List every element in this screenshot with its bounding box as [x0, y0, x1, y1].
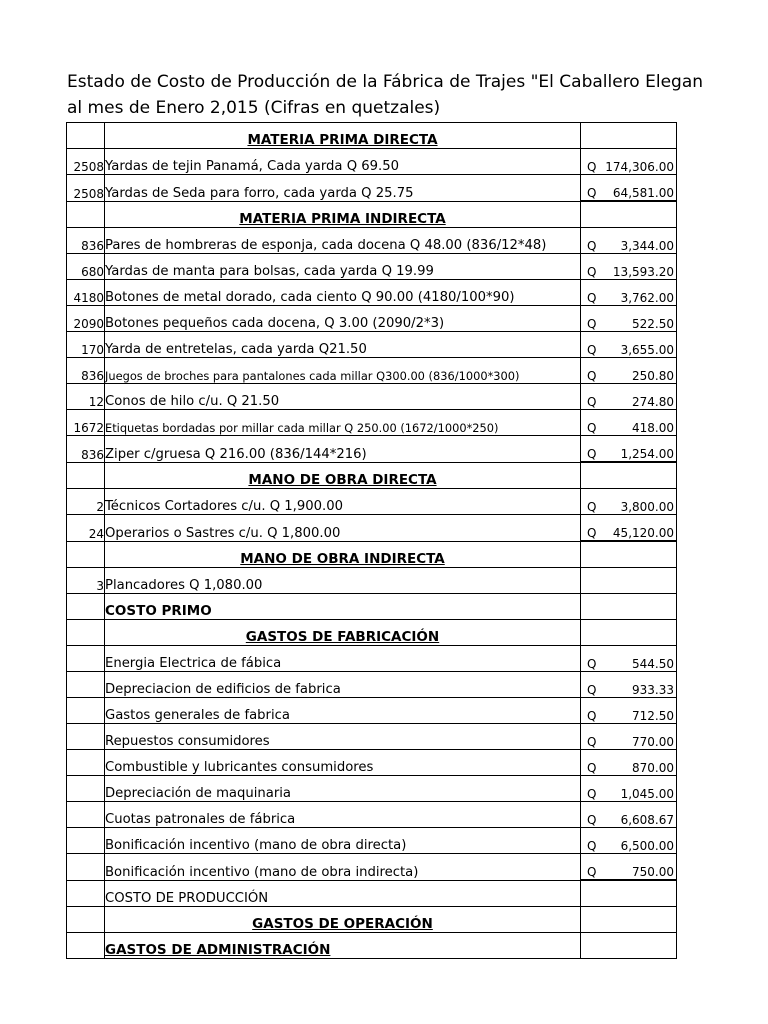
quantity-cell: 2090 — [67, 306, 105, 332]
description-cell: Combustible y lubricantes consumidores — [105, 750, 581, 776]
description-cell: Depreciación de maquinaria — [105, 776, 581, 802]
amount-cell — [581, 750, 677, 776]
quantity-cell — [67, 907, 105, 933]
amount-value: 3,344.00 — [620, 239, 674, 253]
quantity-cell — [67, 541, 105, 568]
description-cell: Juegos de broches para pantalones cada millar Q300.00 (836/1000*300) — [105, 358, 581, 384]
amount-value: 544.50 — [632, 657, 674, 671]
table-row — [67, 568, 677, 594]
quantity-cell — [67, 724, 105, 750]
description-cell: Yardas de manta para bolsas, cada yarda Q 19.99 — [105, 254, 581, 280]
description-cell: Técnicos Cortadores c/u. Q 1,900.00 — [105, 489, 581, 515]
amount-cell — [581, 489, 677, 515]
description-cell: COSTO DE PRODUCCIÓN — [105, 880, 581, 907]
description-cell: Bonificación incentivo (mano de obra directa) — [105, 828, 581, 854]
table-row — [67, 541, 677, 568]
amount-value: 870.00 — [632, 761, 674, 775]
currency-symbol: Q — [587, 421, 597, 435]
quantity-cell: 24 — [67, 515, 105, 542]
quantity-cell: 836 — [67, 228, 105, 254]
table-row — [67, 123, 677, 149]
description-cell: Plancadores Q 1,080.00 — [105, 568, 581, 594]
amount-cell — [581, 201, 677, 228]
amount-cell — [581, 724, 677, 750]
currency-symbol: Q — [587, 526, 597, 540]
description-cell: GASTOS DE ADMINISTRACIÓN — [105, 933, 581, 959]
quantity-cell — [67, 201, 105, 228]
currency-symbol: Q — [587, 343, 597, 357]
amount-value: 3,800.00 — [620, 500, 674, 514]
amount-cell — [581, 620, 677, 646]
table-row — [67, 332, 677, 358]
table-row — [67, 436, 677, 463]
table-row — [67, 489, 677, 515]
amount-cell — [581, 515, 677, 542]
amount-cell — [581, 568, 677, 594]
currency-symbol: Q — [587, 761, 597, 775]
amount-cell — [581, 541, 677, 568]
quantity-cell — [67, 672, 105, 698]
description-cell: Operarios o Sastres c/u. Q 1,800.00 — [105, 515, 581, 542]
table-row — [67, 802, 677, 828]
amount-cell — [581, 306, 677, 332]
amount-value: 712.50 — [632, 709, 674, 723]
amount-cell — [581, 149, 677, 175]
amount-cell — [581, 175, 677, 202]
amount-cell — [581, 672, 677, 698]
amount-value: 418.00 — [632, 421, 674, 435]
currency-symbol: Q — [587, 239, 597, 253]
quantity-cell: 2 — [67, 489, 105, 515]
table-row — [67, 620, 677, 646]
table-row — [67, 462, 677, 489]
amount-cell — [581, 462, 677, 489]
description-cell: Yarda de entretelas, cada yarda Q21.50 — [105, 332, 581, 358]
description-cell: Cuotas patronales de fábrica — [105, 802, 581, 828]
amount-value: 3,655.00 — [620, 343, 674, 357]
description-cell: Depreciacion de edificios de fabrica — [105, 672, 581, 698]
section-heading: MATERIA PRIMA INDIRECTA — [105, 201, 581, 228]
quantity-cell: 3 — [67, 568, 105, 594]
currency-symbol: Q — [587, 683, 597, 697]
table-row — [67, 358, 677, 384]
amount-cell — [581, 254, 677, 280]
description-cell: Yardas de Seda para forro, cada yarda Q 25.75 — [105, 175, 581, 202]
currency-symbol: Q — [587, 839, 597, 853]
description-cell: Pares de hombreras de esponja, cada docena Q 48.00 (836/12*48) — [105, 228, 581, 254]
amount-value: 13,593.20 — [612, 265, 674, 279]
amount-cell — [581, 436, 677, 463]
table-row — [67, 280, 677, 306]
amount-cell — [581, 854, 677, 881]
table-row — [67, 933, 677, 959]
document-title: Estado de Costo de Producción de la Fábrica de Trajes "El Caballero Elegan — [67, 72, 704, 92]
quantity-cell — [67, 698, 105, 724]
quantity-cell: 836 — [67, 436, 105, 463]
amount-value: 174,306.00 — [605, 160, 674, 174]
quantity-cell — [67, 802, 105, 828]
section-heading: GASTOS DE FABRICACIÓN — [105, 620, 581, 646]
amount-value: 250.80 — [632, 369, 674, 383]
amount-value: 3,762.00 — [620, 291, 674, 305]
table-row — [67, 724, 677, 750]
quantity-cell — [67, 750, 105, 776]
description-cell: Yardas de tejin Panamá, Cada yarda Q 69.50 — [105, 149, 581, 175]
quantity-cell: 12 — [67, 384, 105, 410]
table-row — [67, 776, 677, 802]
amount-value: 750.00 — [632, 865, 674, 879]
quantity-cell — [67, 462, 105, 489]
quantity-cell — [67, 594, 105, 620]
amount-value: 6,608.67 — [620, 813, 674, 827]
amount-cell — [581, 907, 677, 933]
amount-cell — [581, 828, 677, 854]
table-row — [67, 515, 677, 542]
quantity-cell: 4180 — [67, 280, 105, 306]
description-cell: Botones pequeños cada docena, Q 3.00 (2090/2*3) — [105, 306, 581, 332]
currency-symbol: Q — [587, 317, 597, 331]
section-heading: MANO DE OBRA DIRECTA — [105, 462, 581, 489]
currency-symbol: Q — [587, 447, 597, 461]
table-row — [67, 201, 677, 228]
quantity-cell — [67, 776, 105, 802]
currency-symbol: Q — [587, 787, 597, 801]
table-row — [67, 672, 677, 698]
description-cell: Gastos generales de fabrica — [105, 698, 581, 724]
currency-symbol: Q — [587, 265, 597, 279]
currency-symbol: Q — [587, 813, 597, 827]
description-cell: Botones de metal dorado, cada ciento Q 90.00 (4180/100*90) — [105, 280, 581, 306]
table-row — [67, 254, 677, 280]
document-subtitle: al mes de Enero 2,015 (Cifras en quetzales) — [67, 98, 441, 118]
amount-cell — [581, 802, 677, 828]
amount-cell — [581, 646, 677, 672]
table-row — [67, 880, 677, 907]
currency-symbol: Q — [587, 657, 597, 671]
currency-symbol: Q — [587, 865, 597, 879]
currency-symbol: Q — [587, 395, 597, 409]
amount-cell — [581, 332, 677, 358]
quantity-cell: 1672 — [67, 410, 105, 436]
table-row — [67, 149, 677, 175]
quantity-cell — [67, 828, 105, 854]
quantity-cell: 2508 — [67, 175, 105, 202]
amount-value: 274.80 — [632, 395, 674, 409]
amount-value: 522.50 — [632, 317, 674, 331]
description-cell: Ziper c/gruesa Q 216.00 (836/144*216) — [105, 436, 581, 463]
amount-cell — [581, 698, 677, 724]
amount-cell — [581, 880, 677, 907]
currency-symbol: Q — [587, 291, 597, 305]
description-cell: Conos de hilo c/u. Q 21.50 — [105, 384, 581, 410]
amount-cell — [581, 123, 677, 149]
amount-value: 770.00 — [632, 735, 674, 749]
description-cell: Bonificación incentivo (mano de obra indirecta) — [105, 854, 581, 881]
table-row — [67, 228, 677, 254]
amount-value: 1,045.00 — [620, 787, 674, 801]
quantity-cell: 170 — [67, 332, 105, 358]
amount-cell — [581, 776, 677, 802]
table-row — [67, 175, 677, 202]
quantity-cell — [67, 620, 105, 646]
quantity-cell — [67, 646, 105, 672]
amount-cell — [581, 384, 677, 410]
quantity-cell — [67, 880, 105, 907]
amount-value: 64,581.00 — [612, 186, 674, 200]
currency-symbol: Q — [587, 735, 597, 749]
description-cell: COSTO PRIMO — [105, 594, 581, 620]
quantity-cell — [67, 854, 105, 881]
cost-statement-table — [66, 122, 677, 959]
table-row — [67, 698, 677, 724]
currency-symbol: Q — [587, 160, 597, 174]
currency-symbol: Q — [587, 369, 597, 383]
description-cell: Etiquetas bordadas por millar cada millar Q 250.00 (1672/1000*250) — [105, 410, 581, 436]
section-heading: MATERIA PRIMA DIRECTA — [105, 123, 581, 149]
description-cell: Repuestos consumidores — [105, 724, 581, 750]
table-row — [67, 384, 677, 410]
description-cell: Energia Electrica de fábica — [105, 646, 581, 672]
amount-value: 6,500.00 — [620, 839, 674, 853]
quantity-cell: 2508 — [67, 149, 105, 175]
table-row — [67, 907, 677, 933]
quantity-cell — [67, 933, 105, 959]
table-row — [67, 828, 677, 854]
amount-cell — [581, 410, 677, 436]
table-row — [67, 594, 677, 620]
amount-cell — [581, 933, 677, 959]
table-row — [67, 410, 677, 436]
currency-symbol: Q — [587, 500, 597, 514]
quantity-cell: 836 — [67, 358, 105, 384]
currency-symbol: Q — [587, 186, 597, 200]
currency-symbol: Q — [587, 709, 597, 723]
quantity-cell: 680 — [67, 254, 105, 280]
amount-value: 1,254.00 — [620, 447, 674, 461]
amount-cell — [581, 594, 677, 620]
table-row — [67, 854, 677, 881]
section-heading: GASTOS DE OPERACIÓN — [105, 907, 581, 933]
amount-cell — [581, 280, 677, 306]
section-heading: MANO DE OBRA INDIRECTA — [105, 541, 581, 568]
amount-value: 933.33 — [632, 683, 674, 697]
amount-cell — [581, 358, 677, 384]
table-row — [67, 306, 677, 332]
amount-cell — [581, 228, 677, 254]
quantity-cell — [67, 123, 105, 149]
table-row — [67, 646, 677, 672]
table-row — [67, 750, 677, 776]
amount-value: 45,120.00 — [612, 526, 674, 540]
